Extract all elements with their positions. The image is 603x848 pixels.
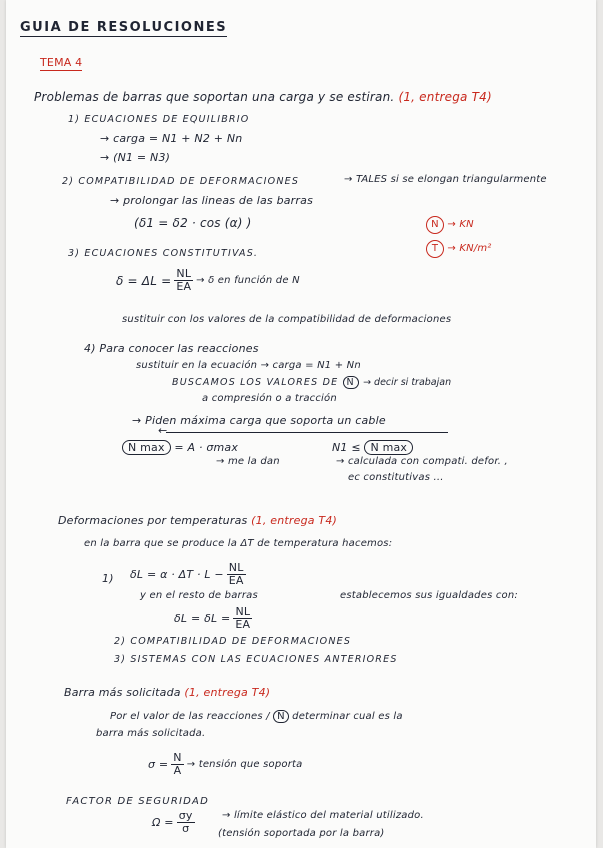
yield-limit-note: → límite elástico del material utilizado. (222, 810, 424, 821)
temp-equation-2: δL = δL = $\frac{NL}{EA}$ (174, 605, 251, 632)
notes-page (6, 0, 596, 848)
page-title: GUIA DE RESOLUCIONES (20, 20, 228, 35)
substitute-equation: sustituir en la ecuación → carga = N1 + Nn (136, 360, 361, 371)
topic-label: TEMA 4 (40, 56, 83, 69)
n1-nmax-circled: N max (364, 440, 413, 455)
section-heading-problemas: Problemas de barras que soportan una carga y se estiran. (1, entrega T4) (34, 90, 492, 104)
fraction-nl-ea-2: $\frac{NL}{EA}$ (228, 561, 244, 588)
fraction-nl-ea-3: $\frac{NL}{EA}$ (235, 605, 251, 632)
max-load-note: → Piden máxima carga que soporta un cable (132, 414, 386, 427)
fraction-nl-ea: $\frac{NL}{EA}$ (176, 267, 192, 294)
n1-inequality: N1 ≤ N max (332, 440, 413, 455)
nmax-circled: N max (122, 440, 171, 455)
tales-note: → TALES si se elongan triangularmente (344, 174, 547, 185)
given-note: → me la dan (216, 456, 280, 467)
step-equilibrium: 1) ECUACIONES DE EQUILIBRIO (68, 114, 250, 125)
equation-delta: (δ1 = δ2 · cos (α) ) (134, 216, 252, 230)
reactions-note: Por el valor de las reacciones / N determinar cual es la (110, 711, 403, 722)
equalities-note: establecemos sus igualdades con: (340, 590, 518, 601)
sigma-symbol: T (426, 240, 444, 258)
equation-load: → carga = N1 + N2 + Nn (100, 132, 243, 145)
equation-constitutive: δ = ΔL = $\frac{NL}{EA}$ → δ en función de N (116, 267, 300, 294)
n-symbol: N (426, 216, 444, 234)
n-circled: N (343, 376, 359, 389)
section-heading-temperatura: Deformaciones por temperaturas (1, entrega T4) (58, 514, 338, 527)
arrow-head: ← (158, 424, 168, 437)
section-heading-solicitada: Barra más solicitada (1, entrega T4) (64, 686, 271, 699)
constitutive-note: ec constitutivas ... (348, 472, 444, 483)
temp-step-3: 3) SISTEMAS CON LAS ECUACIONES ANTERIORES (114, 654, 398, 665)
substitute-note: sustituir con los valores de la compatibilidad de deformaciones (122, 314, 452, 325)
temperature-intro: en la barra que se produce la ΔT de temperatura hacemos: (84, 538, 393, 549)
supported-stress-note: (tensión soportada por la barra) (218, 828, 385, 839)
stress-equation: σ = $\frac{N}{A}$ → tensión que soporta (148, 751, 303, 778)
step-compatibility: 2) COMPATIBILIDAD DE DEFORMACIONES (62, 176, 300, 187)
temp-step-1: 1) (102, 572, 114, 585)
temp-equation-1: δL = α · ΔT · L − $\frac{NL}{EA}$ (130, 561, 244, 588)
fraction-n-a: $\frac{N}{A}$ (173, 751, 182, 778)
safety-factor-equation: Ω = $\frac{\sigma y}{\sigma}$ (152, 809, 193, 836)
arrow-line (166, 432, 448, 433)
temp-step-2: 2) COMPATIBILIDAD DE DEFORMACIONES (114, 636, 352, 647)
calculated-note: → calculada con compati. defor. , (336, 456, 508, 467)
unit-sigma: T → KN/m² (426, 240, 492, 258)
search-values: BUSCAMOS LOS VALORES DE N → decir si trabajan (172, 377, 452, 388)
rest-of-bars: y en el resto de barras (140, 590, 258, 601)
step-reactions: 4) Para conocer las reacciones (84, 342, 259, 355)
compression-traction: a compresión o a tracción (202, 393, 337, 404)
extend-lines-note: → prolongar las lineas de las barras (110, 194, 314, 207)
most-stressed-bar: barra más solicitada. (96, 728, 206, 739)
step-constitutive: 3) ECUACIONES CONSTITUTIVAS. (68, 248, 259, 259)
equation-equal: → (N1 = N3) (100, 151, 171, 164)
nmax-equation: N max = A · σmax (122, 440, 238, 455)
n-circled-2: N (273, 710, 289, 723)
unit-n: N → KN (426, 216, 474, 234)
delivery-tag: (1, entrega T4) (398, 90, 492, 104)
fraction-sy-s: $\frac{\sigma y}{\sigma}$ (178, 809, 193, 836)
section-heading-factor: FACTOR DE SEGURIDAD (66, 796, 209, 807)
